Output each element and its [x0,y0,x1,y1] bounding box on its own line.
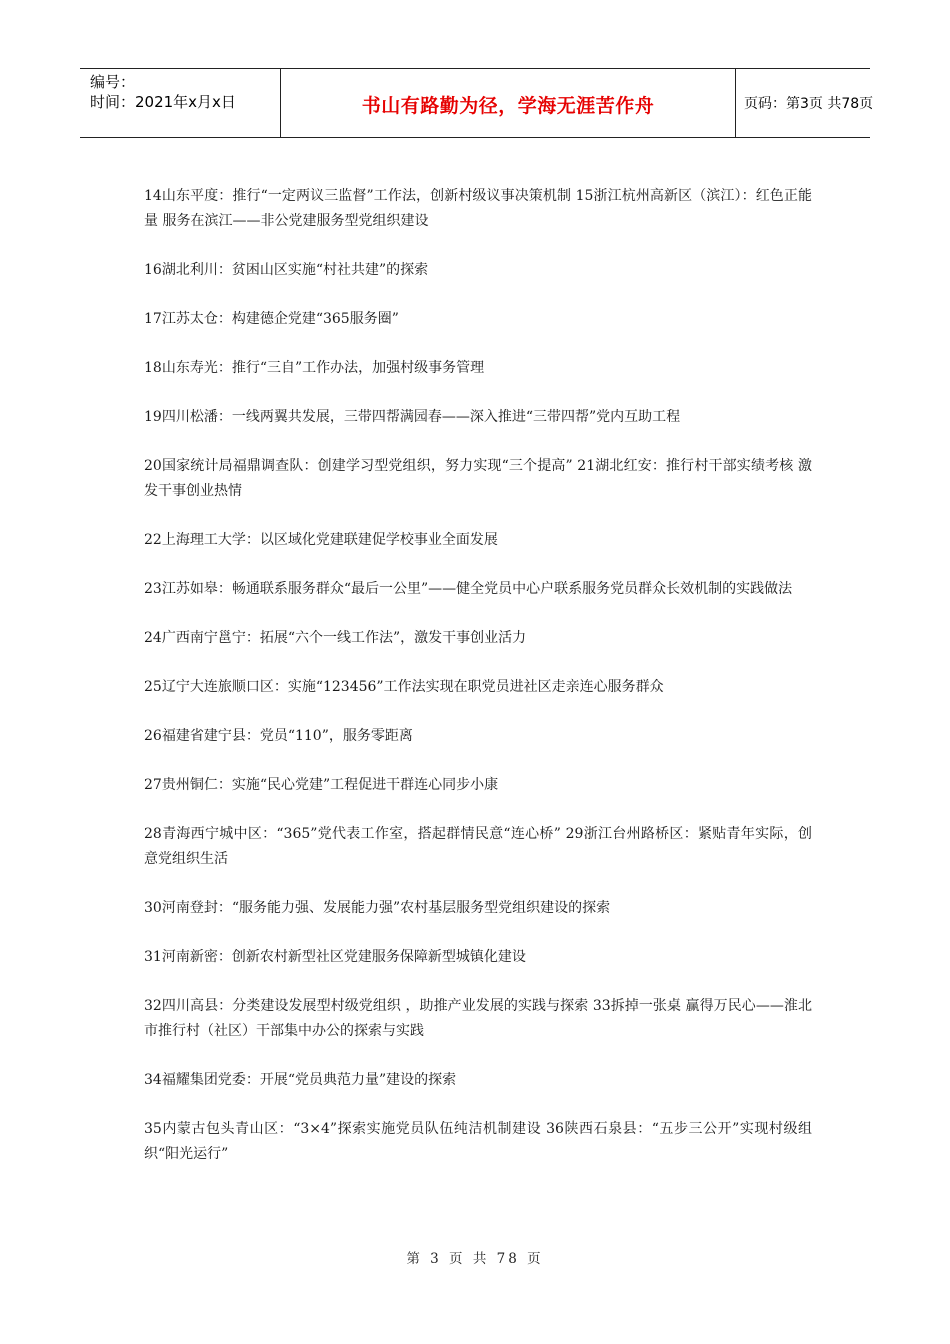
list-item: 23江苏如皋：畅通联系服务群众“最后一公里”——健全党员中心户联系服务党员群众长效机制的实践做法 [144,581,793,597]
list-item: 35内蒙古包头青山区：“3×4”探索实施党员队伍纯洁机制建设 36陕西石泉县：“五步三公开”实现村级组织“阳光运行” [144,1121,812,1162]
list-item: 34福耀集团党委：开展“党员典范力量”建设的探索 [144,1072,457,1088]
list-item: 14山东平度：推行“一定两议三监督”工作法，创新村级议事决策机制 15浙江杭州高新区（滨江）：红色正能量 服务在滨江——非公党建服务型党组织建设 [144,188,812,229]
document-date-label: 时间：2021年x月x日 [90,93,236,111]
list-item: 24广西南宁邕宁：拓展“六个一线工作法”，激发干事创业活力 [144,630,527,646]
document-number-label: 编号： [90,73,136,91]
list-item: 31河南新密：创新农村新型社区党建服务保障新型城镇化建设 [144,949,526,965]
list-item: 26福建省建宁县：党员“110”，服务零距离 [144,728,413,744]
header-motto: 书山有路勤为径，学海无涯苦作舟 [361,95,655,117]
list-item: 30河南登封：“服务能力强、发展能力强”农村基层服务型党组织建设的探索 [144,900,611,916]
header-page-cell [736,69,874,137]
list-item: 19四川松潘：一线两翼共发展，三带四帮满园春——深入推进“三带四帮”党内互助工程 [144,409,681,425]
page-header [80,68,874,138]
list-item: 18山东寿光：推行“三自”工作办法，加强村级事务管理 [144,360,485,376]
list-item: 20国家统计局福鼎调查队：创建学习型党组织，努力实现“三个提高” 21湖北红安：推行村干部实绩考核 激发干事创业热情 [144,458,812,499]
list-item: 25辽宁大连旅顺口区：实施“123456”工作法实现在职党员进社区走亲连心服务群众 [144,679,664,695]
list-item: 17江苏太仓：构建德企党建“365服务圈” [144,311,399,327]
list-item: 28青海西宁城中区：“365”党代表工作室，搭起群情民意“连心桥” 29浙江台州路桥区：紧贴青年实际，创意党组织生活 [144,826,812,867]
header-meta-cell [80,69,281,137]
list-item: 16湖北利川：贫困山区实施“村社共建”的探索 [144,262,429,278]
header-motto-cell [281,69,736,137]
page-footer: 第 3 页 共 78 页 [406,1251,544,1267]
header-page-info: 页码：第3页 共78页 [744,96,874,112]
list-item: 22上海理工大学：以区域化党建联建促学校事业全面发展 [144,532,498,548]
list-item: 32四川高县：分类建设发展型村级党组织 ，助推产业发展的实践与探索 33拆掉一张桌 赢得万民心——淮北市推行村（社区）干部集中办公的探索与实践 [144,998,812,1039]
document-body [144,184,812,1191]
list-item: 27贵州铜仁：实施“民心党建”工程促进干群连心同步小康 [144,777,499,793]
